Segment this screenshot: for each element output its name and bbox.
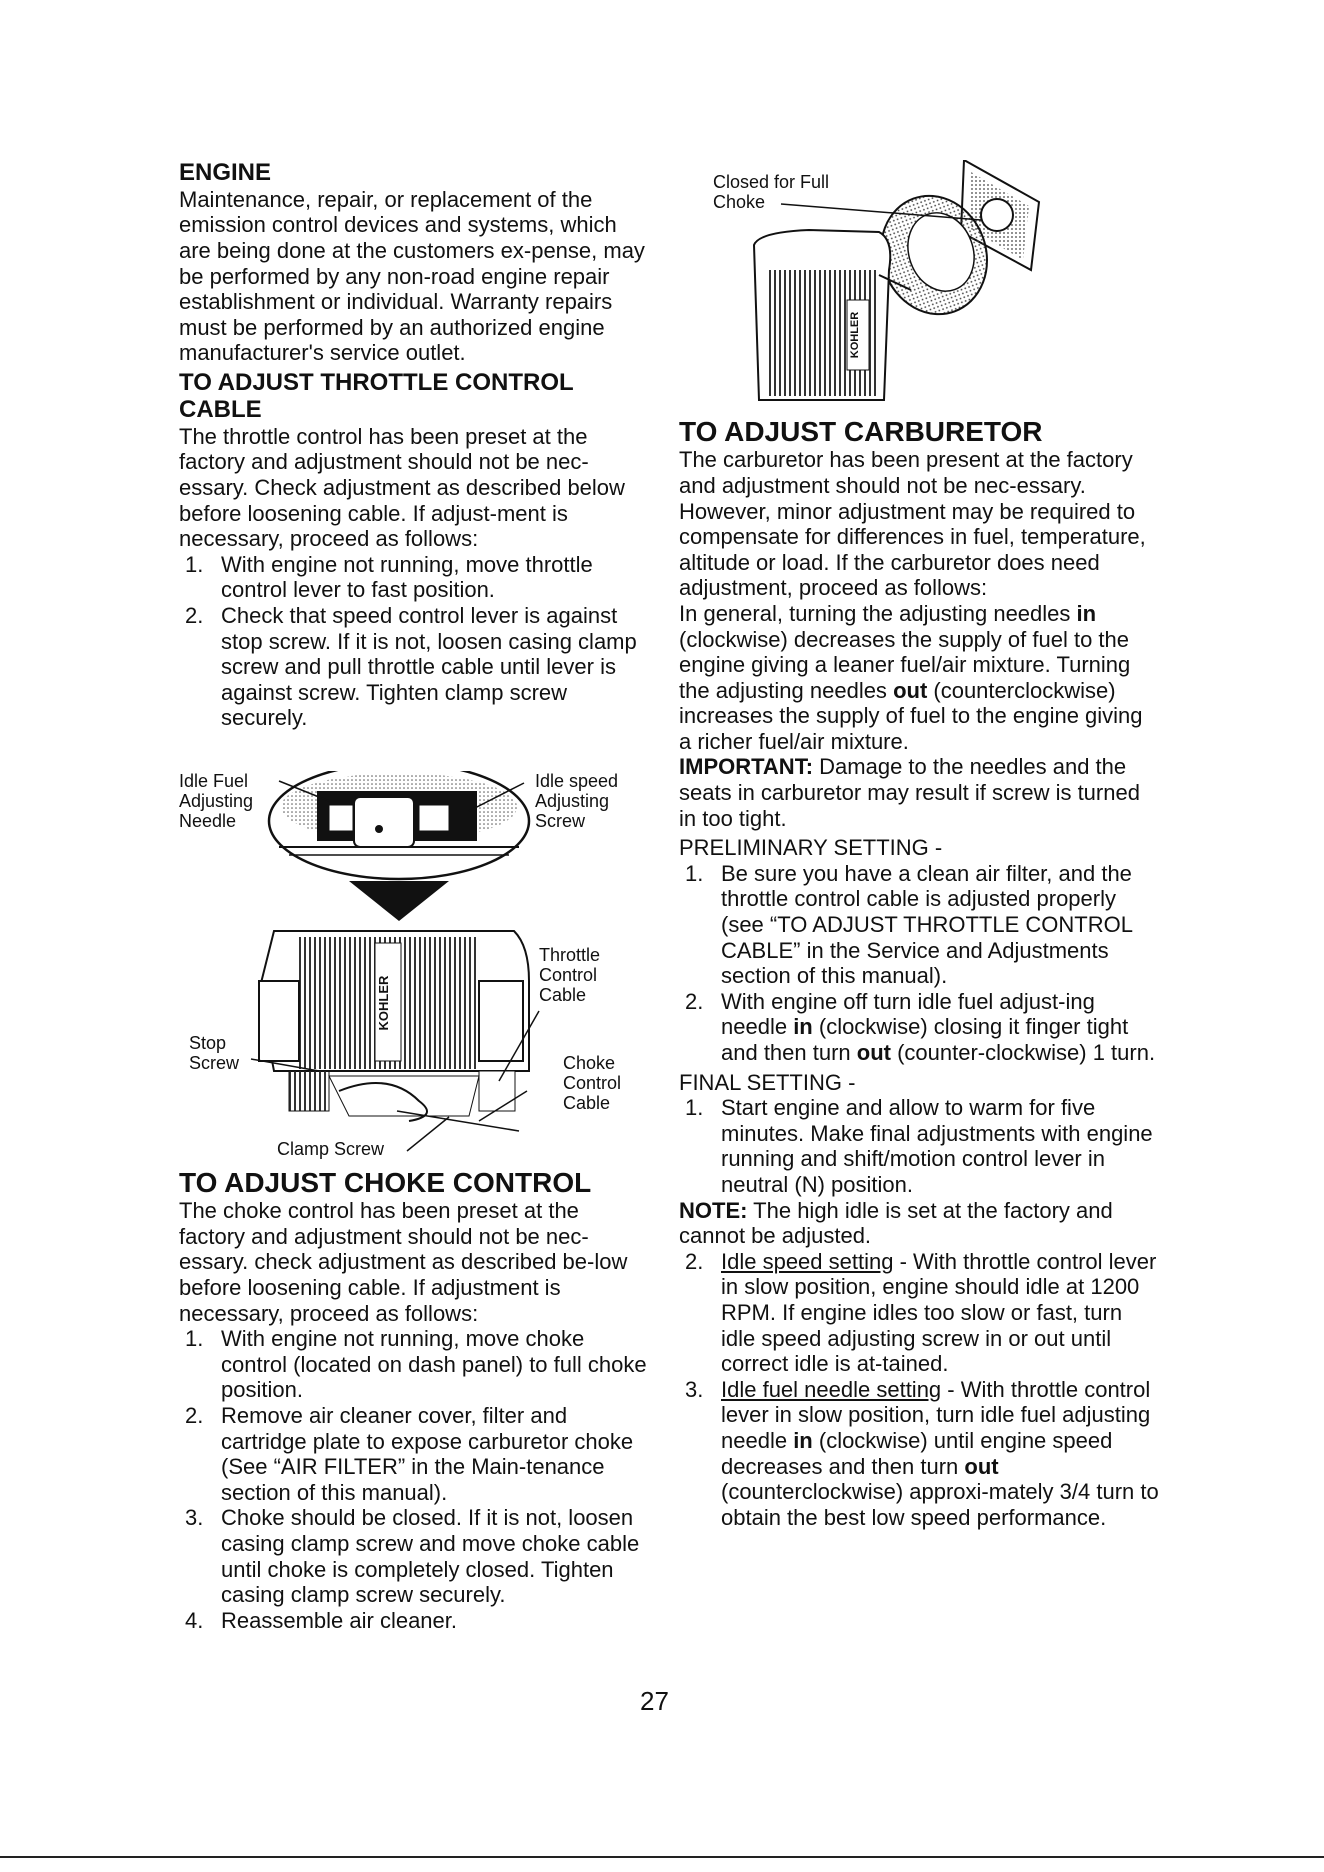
throttle-heading: TO ADJUST THROTTLE CONTROL CABLE [179,369,574,423]
stop-screw-label: Stop Screw [189,1032,240,1073]
choke-cable-label: Choke Control Cable [563,1052,622,1113]
clamp-screw-label: Clamp Screw [277,1138,385,1159]
choke-intro: The choke control has been preset at the factory and adjustment should not be nec-essary. check adjustment as described be-low before loosening cable. If adjustment is necessary, proceed as follows: [179,1198,628,1326]
page-number: 27 [640,1686,669,1716]
left-column [179,160,649,1633]
footer-rule [0,1856,1324,1858]
list-item: 2. With engine off turn idle fuel adjust-ing needle in (clockwise) closing it finger tight and then turn out (counter-clockwise) 1 turn. [685,988,1156,1066]
preliminary-heading: PRELIMINARY SETTING - [679,835,943,861]
closed-full-choke-label: Closed for Full Choke [713,172,830,212]
list-item: 3. Choke should be closed. If it is not, loosen casing clamp screw and move choke cable until choke is completely closed. Tighten casing clamp screw securely. [185,1505,640,1608]
carburetor-general: In general, turning the adjusting needles in (clockwise) decreases the supply of fuel to the engine giving a leaner fuel/air mixture. Turning the adjusting needles out (counterclockwise) increases the supply of fuel to the engine giving a richer fuel/air mixture. [679,600,1143,754]
carburetor-heading: TO ADJUST CARBURETOR [679,416,1043,447]
list-item: 1. Be sure you have a clean air filter, and the throttle control cable is adjusted properly (see “TO ADJUST THROTTLE CONTROL CABLE” in the Service and Adjustments section of this manual). [685,860,1133,989]
list-item: 2. Check that speed control lever is against stop screw. If it is not, loosen casing clamp screw and pull throttle cable until lever is against screw. Tighten clamp screw securely. [185,602,637,731]
list-item: 4. Reassemble air cleaner. [185,1607,458,1633]
final-note: NOTE: The high idle is set at the factory and cannot be adjusted. [679,1197,1113,1249]
throttle-cable-label: Throttle Control Cable [539,944,601,1005]
engine-body: Maintenance, repair, or replacement of the emission control devices and systems, which are being done at the customers ex-pense, may be performed by any non-road engine repair establishment or individual. Warranty repairs must be performed by an authorized engine manufacturer's service outlet. [179,186,645,366]
carburetor-intro: The carburetor has been present at the factory and adjustment should not be nec-essary. However, minor adjustment may be required to compensate for differences in fuel, temperature, altitude or load. If the carburetor does need adjustment, proceed as follows: [679,447,1146,601]
list-item: 3. Idle fuel needle setting - With throttle control lever in slow position, turn idle fuel adjusting needle in (clockwise) until engine speed decreases and then turn out (counterclockwise) approxi-mately 3/4 turn to obtain the best low speed performance. [685,1376,1159,1530]
final-heading: FINAL SETTING - [679,1069,856,1095]
engine-brand: KOHLER [376,975,391,1031]
throttle-intro: The throttle control has been preset at the factory and adjustment should not be nec-essary. Check adjustment as described below before loosening cable. If adjust-ment is necessary, proceed as follows: [179,423,625,552]
air-cleaner-figure [679,160,1159,410]
engine-figure [179,771,649,1163]
list-item: 2. Idle speed setting - With throttle control lever in slow position, engine should idle at 1200 RPM. If engine idles too slow or fast, turn idle speed adjusting screw in or out until correct idle is at-tained. [685,1248,1157,1377]
choke-steps [179,1326,649,1633]
right-column [679,160,1159,1530]
list-item: 2. Remove air cleaner cover, filter and cartridge plate to expose carburetor choke (See “AIR FILTER” in the Main-tenance section of this manual). [185,1403,634,1505]
list-item: 1. With engine not running, move choke control (located on dash panel) to full choke position. [185,1326,647,1403]
throttle-steps [179,552,649,731]
choke-heading: TO ADJUST CHOKE CONTROL [179,1166,592,1198]
final-steps [679,1095,1159,1197]
idle-fuel-label: Idle Fuel Adjusting Needle [179,770,254,831]
final-steps-continued [679,1249,1159,1531]
list-item: 1. With engine not running, move throttle control lever to fast position. [185,551,593,603]
important-note: IMPORTANT: Damage to the needles and the seats in carburetor may result if screw is turned in too tight. [679,754,1140,831]
engine-heading: ENGINE [179,159,272,186]
air-cleaner-brand: KOHLER [849,311,861,359]
list-item: 1. Start engine and allow to warm for five minutes. Make final adjustments with engine running and shift/motion control lever in neutral (N) position. [685,1095,1153,1197]
idle-speed-label: Idle speed Adjusting Screw [535,770,619,831]
preliminary-steps [679,861,1159,1066]
